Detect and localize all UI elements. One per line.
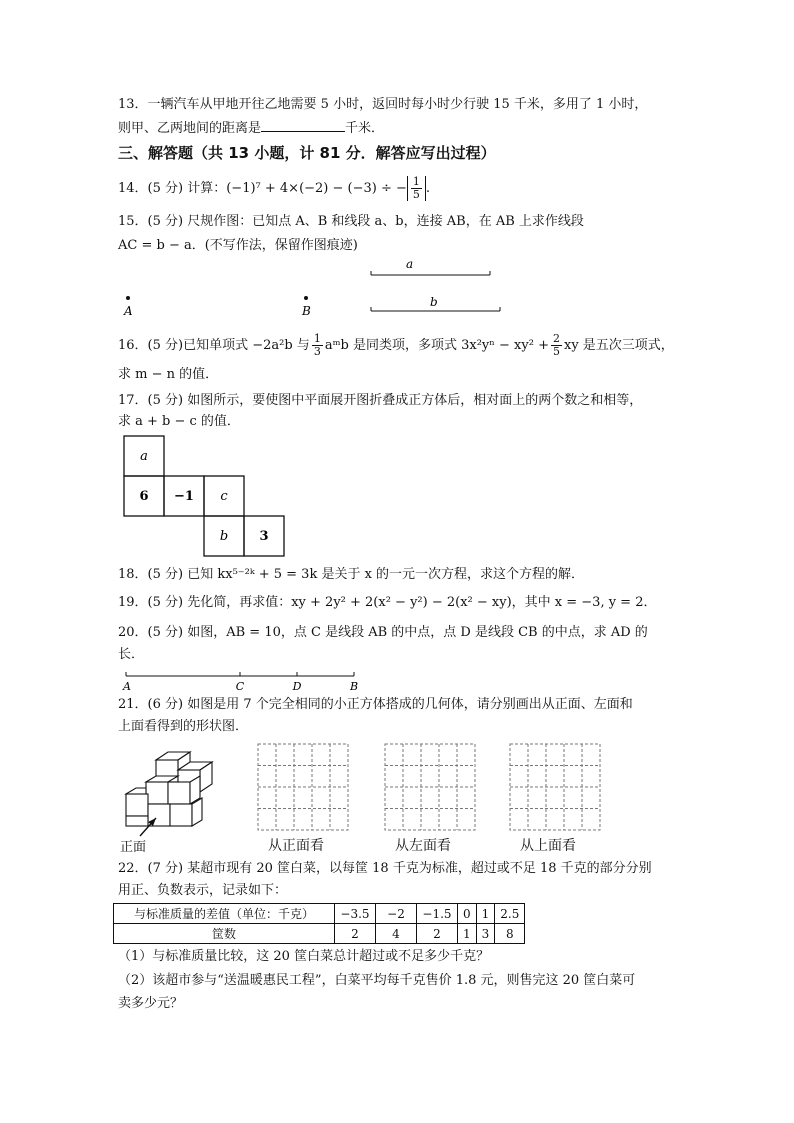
q21-caption-left: 从左面看 [395, 838, 451, 854]
q21-line1: 21．(6 分) 如图是用 7 个完全相同的小正方体搭成的几何体，请分别画出从正面、左面和 [118, 697, 633, 712]
q19-line: 19．(5 分) 先化简，再求值：xy + 2y² + 2(x² − y²) − 2(x² − xy)，其中 x = −3, y = 2． [118, 595, 657, 610]
section-title: 三、解答题（共 13 小题，计 81 分．解答应写出过程） [118, 144, 496, 162]
q21-line2: 上面看得到的形状图． [118, 719, 249, 734]
q22-diff-5: 2.5 [495, 904, 525, 924]
q15-point-b-label: B [302, 304, 311, 318]
q21-caption-front: 从正面看 [268, 838, 324, 854]
q16-line1 [118, 333, 674, 358]
q21-cube-mid1-front [146, 782, 168, 804]
q15-point-a-label: A [124, 304, 133, 318]
q17-cell-six: 6 [139, 489, 149, 504]
q22-count-4: 3 [476, 924, 495, 944]
q14-expr: (−1)⁷ + 4×(−2) − (−3) ÷ − [226, 181, 407, 196]
q21-front-label: 正面 [120, 840, 147, 855]
q13-line1: 13．一辆汽车从甲地开往乙地需要 5 小时，返回时每小时少行驶 15 千米，多用了 1 小时， [118, 97, 648, 112]
q13-line2-text: 则甲、乙两地间的距离是 [118, 121, 262, 136]
q17-cube-net [118, 434, 288, 558]
q17-cell-a: a [140, 449, 148, 464]
q21-cube-mid2-front [168, 782, 190, 804]
q21-cube-bot1-lower [126, 816, 148, 826]
q22-count-label: 筐数 [114, 924, 335, 944]
q13-line2-unit: 千米． [345, 121, 385, 136]
q22-sub2-line2: 卖多少元？ [118, 996, 184, 1011]
q22-count-0: 2 [335, 924, 376, 944]
q17-cell-b: b [219, 529, 229, 544]
q14-suffix: . [425, 181, 431, 196]
q17-line1: 17．(5 分) 如图所示，要使图中平面展开图折叠成正方体后，相对面上的两个数之和相等， [118, 393, 643, 408]
q22-count-1: 4 [376, 924, 417, 944]
q21-drawing-grids [256, 742, 746, 834]
q17-line2: 求 a + b − c 的值． [118, 414, 240, 429]
q16-frac1-num: 1 [313, 332, 321, 345]
q21-cube-bot-top [126, 788, 146, 794]
q17-cell-c: c [220, 489, 228, 504]
q22-diff-4: 1 [476, 904, 495, 924]
q16-frac2-num: 2 [552, 332, 560, 345]
q15-segment-a-label: a [406, 257, 414, 271]
q18-line: 18．(5 分) 已知 kx⁵⁻²ᵏ + 5 = 3k 是关于 x 的一元一次方程，求这个方程的解． [118, 567, 585, 582]
q21-cube-bot3-front [170, 804, 192, 826]
q16-frac1-den: 3 [313, 345, 321, 358]
q20-line1: 20．(5 分) 如图，AB = 10，点 C 是线段 AB 的中点，点 D 是线段 CB 的中点，求 AD 的 [118, 625, 648, 640]
q22-diff-2: −1.5 [417, 904, 458, 924]
q15-point-b-dot [304, 296, 308, 300]
q22-count-5: 8 [495, 924, 525, 944]
q16-text-c: xy 是五次三项式， [563, 338, 674, 353]
q13-answer-blank[interactable] [261, 119, 345, 132]
q22-line1: 22．(7 分) 某超市现有 20 筐白菜，以每筐 18 千克为标准，超过或不足 18 千克的部分分别 [118, 861, 652, 876]
q16-text-a: 16．(5 分)已知单项式 −2a²b 与 [118, 338, 310, 353]
q22-row-count [114, 924, 525, 944]
q16-text-b: aᵐb 是同类项，多项式 3x²yⁿ − xy² + [324, 338, 549, 353]
q20-label-b: B [349, 680, 359, 693]
q22-diff-3: 0 [458, 904, 477, 924]
q15-segment-b-label: b [430, 295, 438, 309]
q20-label-d: D [292, 680, 302, 693]
q21-grid-front[interactable] [258, 744, 348, 830]
q22-header-label: 与标准质量的差值（单位：千克） [114, 904, 335, 924]
q22-count-3: 1 [458, 924, 477, 944]
q20-label-a: A [123, 680, 131, 693]
q17-cell-neg1: −1 [174, 489, 194, 504]
q21-grid-left[interactable] [385, 744, 475, 830]
q21-caption-top: 从上面看 [520, 838, 576, 854]
q22-diff-1: −2 [376, 904, 417, 924]
q22-record-table [113, 903, 525, 944]
q22-sub1: （1）与标准质量比较，这 20 筐白菜总计超过或不足多少千克？ [118, 949, 490, 964]
q15-figure [110, 254, 510, 320]
q20-segment-figure [118, 666, 368, 694]
q22-diff-0: −3.5 [335, 904, 376, 924]
q15-line1: 15．(5 分) 尺规作图：已知点 A、B 和线段 a、b，连接 AB，在 AB 上求作线段 [118, 214, 584, 229]
q22-count-2: 2 [417, 924, 458, 944]
q15-point-a-dot [126, 296, 130, 300]
q14-prefix: 14．(5 分) 计算： [118, 181, 227, 196]
q21-grid-top[interactable] [510, 744, 600, 830]
q20-label-c: C [235, 680, 245, 693]
q14-abs-value [407, 176, 426, 201]
q20-line2: 长． [118, 647, 145, 662]
q16-line2: 求 m − n 的值． [118, 367, 219, 382]
q16-frac1 [312, 333, 323, 358]
q22-line2: 用正、负数表示，记录如下： [118, 883, 288, 898]
q16-frac2-den: 5 [552, 345, 560, 358]
q14-frac-den: 5 [412, 188, 420, 201]
q14-line [118, 176, 430, 201]
q16-frac2 [551, 333, 562, 358]
q17-cell-three: 3 [259, 529, 269, 544]
q21-cube-bot1-front [126, 794, 148, 816]
q13-line2 [118, 119, 384, 138]
q21-solid-figure [120, 742, 230, 842]
q22-sub2-line1: （2）该超市参与“送温暖惠民工程”，白菜平均每千克售价 1.8 元，则售完这 20 筐白菜可 [118, 973, 636, 988]
q22-row-diff [114, 904, 525, 924]
q15-line2: AC = b − a．(不写作法，保留作图痕迹) [118, 238, 358, 253]
q14-frac-num: 1 [412, 175, 420, 188]
